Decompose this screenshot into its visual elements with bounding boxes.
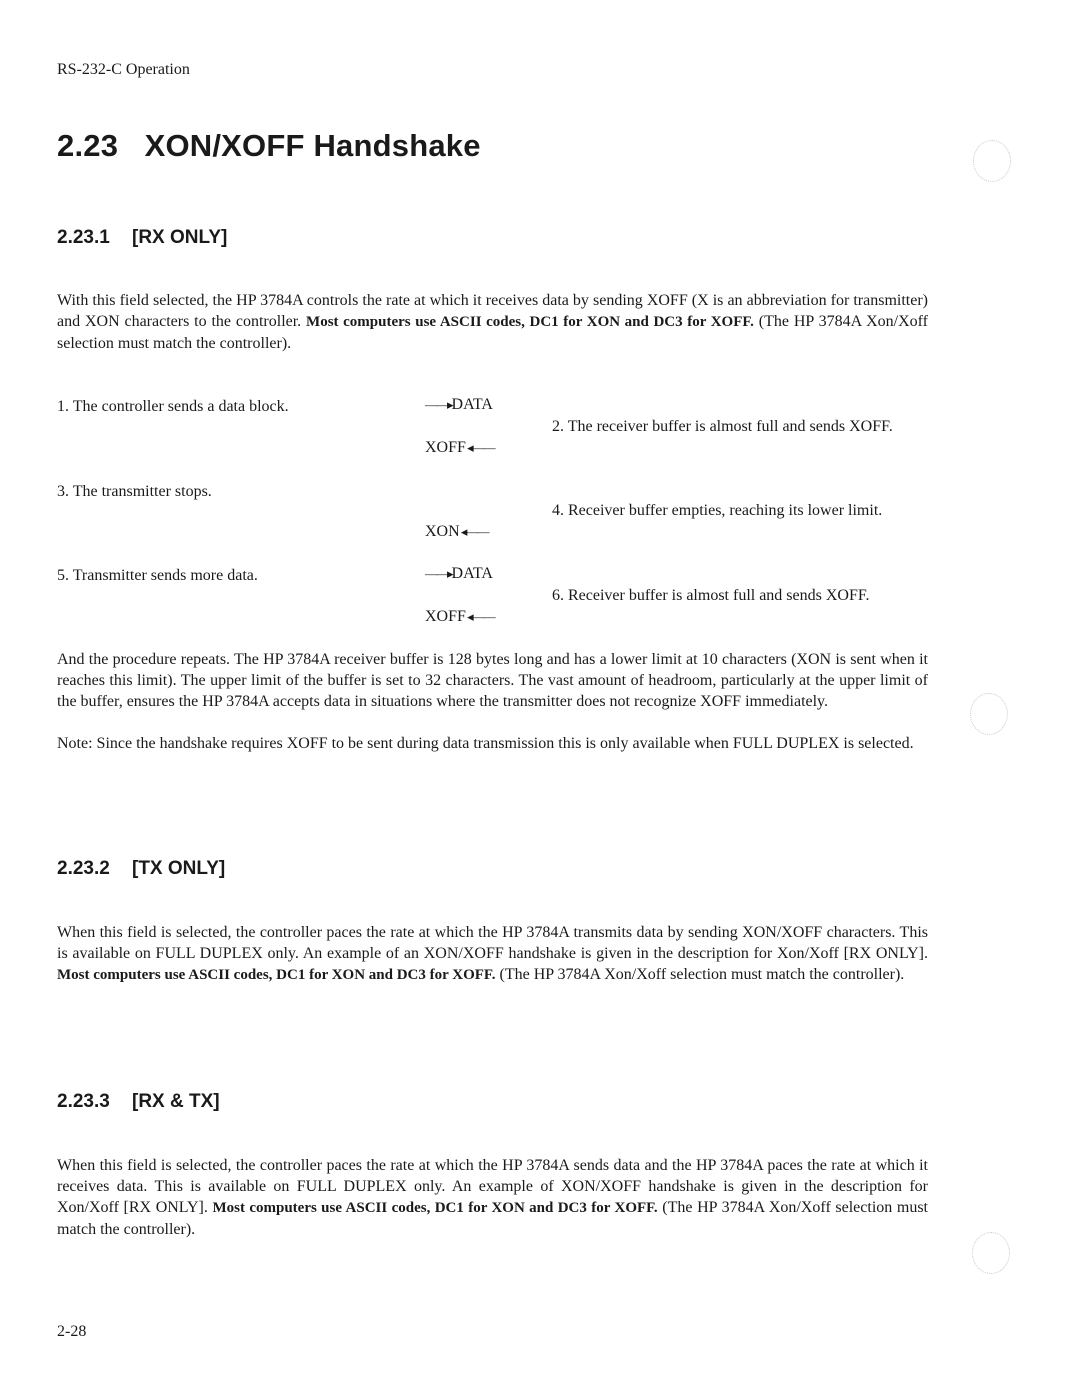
intro-tail-text: (The HP 3784A Xon/Xoff selection must match the controller). [57,313,929,352]
subsection-rx-only-heading [57,227,227,249]
arrow-xoff-2: XOFF ◂—— [425,606,494,627]
tx-tail-text: (The HP 3784A Xon/Xoff selection must match the controller). [495,966,905,983]
tx-text: When this field is selected, the controller paces the rate at which the HP 3784A transmits data by sending XON/XOFF characters. This is available on FULL DUPLEX only. An example of an XON/XOFF handshake is given in the description for Xon/Xoff [RX ONLY]. [57,924,928,962]
step-2: 2. The receiver buffer is almost full and sends XOFF. [552,418,893,435]
rxtx-text: When this field is selected, the controller paces the rate at which the HP 3784A sends data and the HP 3784A paces the rate at which it receives data. This is available on FULL DUPLEX only. An example of XON/XOFF handshake is given in the description for Xon/Xoff [RX ONLY]. [57,1157,928,1216]
intro-bold-text: Most computers use ASCII codes, DC1 for XON and DC3 for XOFF. [306,314,754,330]
tx-only-paragraph [57,922,928,986]
subsection-number: 2.23.1 [57,227,110,248]
step-4: 4. Receiver buffer empties, reaching its lower limit. [552,502,883,519]
rx-only-note: Note: Since the handshake requires XOFF to be sent during data transmission this is only available when FULL DUPLEX is selected. [57,735,914,752]
rx-tx-paragraph [57,1155,928,1240]
punch-hole-mark [973,140,1011,182]
subsection-title: [TX ONLY] [132,858,226,879]
subsection-number: 2.23.2 [57,858,110,879]
step-1: 1. The controller sends a data block. [57,398,289,415]
arrow-xon: XON ◂—— [425,521,487,542]
section-number: 2.23 [57,128,119,163]
tx-bold-text: Most computers use ASCII codes, DC1 for XON and DC3 for XOFF. [57,967,496,983]
subsection-rx-tx-heading [57,1091,220,1113]
rxtx-bold-text: Most computers use ASCII codes, DC1 for XON and DC3 for XOFF. [212,1200,658,1216]
subsection-title: [RX ONLY] [132,227,228,248]
punch-hole-mark [970,693,1008,735]
subsection-title: [RX & TX] [132,1091,220,1112]
arrow-xoff-1: XOFF ◂—— [425,437,494,458]
section-title-text: XON/XOFF Handshake [144,128,481,163]
subsection-number: 2.23.3 [57,1091,110,1112]
arrow-data-2: ——▸ DATA [425,563,493,584]
subsection-tx-only-heading [57,858,225,880]
intro-text: With this field selected, the HP 3784A controls the rate at which it receives data by sending XOFF (X is an abbreviation for transmitter) and XON characters to the controller. [57,292,928,330]
section-title [57,128,481,164]
page-number: 2-28 [57,1323,87,1340]
punch-hole-mark [972,1232,1010,1274]
rx-only-intro [57,290,928,354]
rxtx-tail-text: (The HP 3784A Xon/Xoff selection must match the controller). [57,1199,928,1238]
running-header: RS-232-C Operation [57,61,190,78]
step-6: 6. Receiver buffer is almost full and sends XOFF. [552,587,870,604]
arrow-data-1: ——▸ DATA [425,394,493,415]
rx-only-explanation: And the procedure repeats. The HP 3784A receiver buffer is 128 bytes long and has a lower limit at 10 characters (XON is sent when it reaches this limit). The upper limit of the buffer is set to 32 characters. The vast amount of headroom, particularly at the upper limit of the buffer, ensures the HP 3784A accepts data in situations where the transmitter does not recognize XOFF immediately. [57,651,928,710]
step-5: 5. Transmitter sends more data. [57,567,258,584]
step-3: 3. The transmitter stops. [57,483,212,500]
